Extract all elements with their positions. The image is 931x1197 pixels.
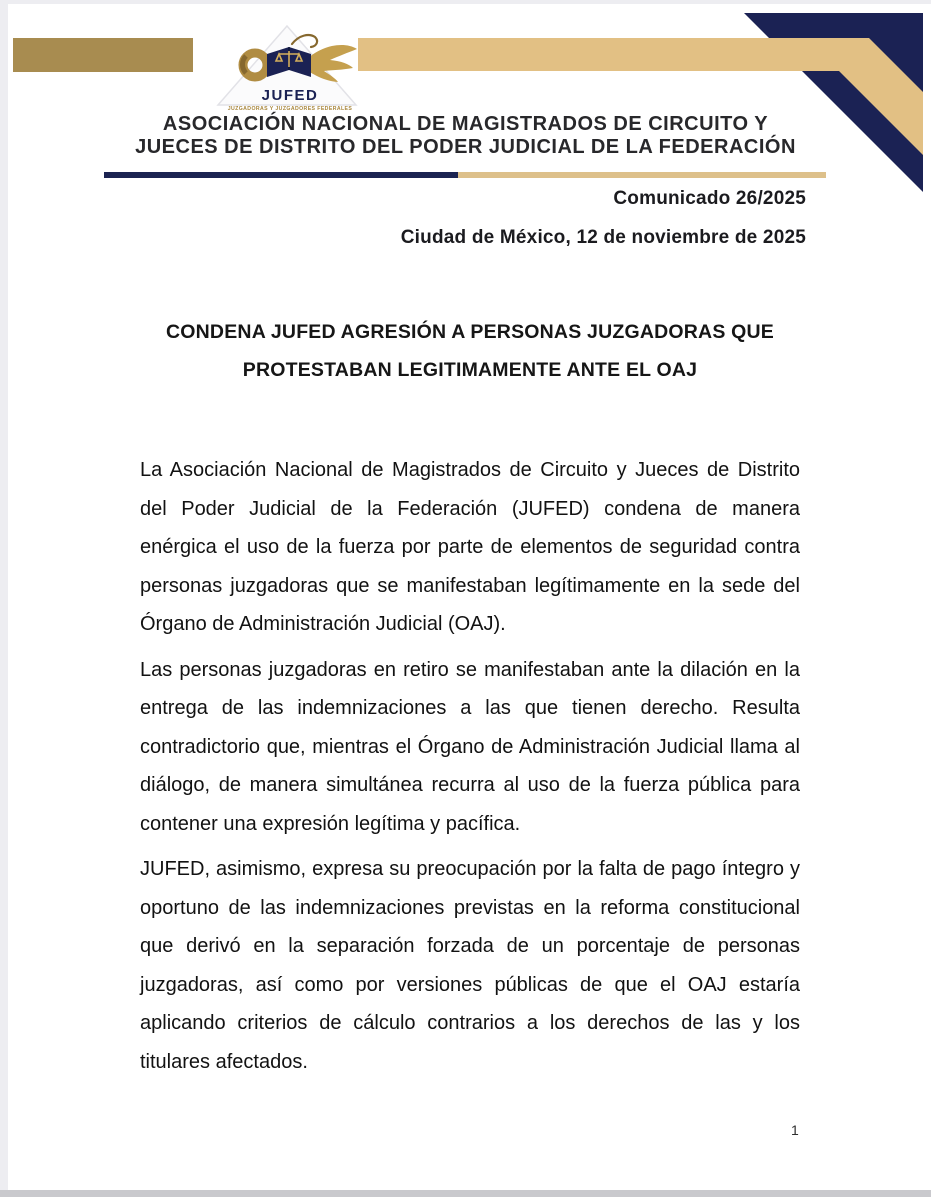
document-title-line1: CONDENA JUFED AGRESIÓN A PERSONAS JUZGADORAS QUE — [165, 321, 775, 343]
logo-acronym: JUFED — [261, 87, 319, 104]
paragraph-2: Las personas juzgadoras en retiro se manifestaban ante la dilación en la entrega de las indemnizaciones a las que tienen derecho. Resulta contradictorio que, mientras el Órgano de Administración Judicial llama al diálogo, de manera simultánea recurra al uso de la fuerza pública para contener una expresión legítima y pacífica. — [140, 658, 800, 835]
org-name-line2: JUECES DE DISTRITO DEL PODER JUDICIAL DE LA FEDERACIÓN — [135, 136, 796, 158]
divider-navy — [104, 172, 458, 178]
jufed-logo — [218, 26, 357, 112]
logo-caption: JUZGADORAS Y JUZGADORES FEDERALES — [227, 106, 353, 112]
page-number: 1 — [791, 1122, 799, 1138]
document-body — [140, 451, 800, 1088]
divider-tan — [458, 172, 826, 178]
org-name-line1: ASOCIACIÓN NACIONAL DE MAGISTRADOS DE CIRCUITO Y — [162, 113, 769, 135]
paragraph-3: JUFED, asimismo, expresa su preocupación por la falta de pago íntegro y oportuno de las indemnizaciones previstas en la reforma constitucional que derivó en la separación forzada de un porcentaje de personas juzgadoras, así como por versiones públicas de que el OAJ estaría aplicando criterios de cálculo contrarios a los derechos de las y los titulares afectados. — [140, 858, 800, 1073]
org-name — [8, 113, 923, 159]
gold-bar-left — [13, 38, 193, 72]
document-title-line2: PROTESTABAN LEGITIMAMENTE ANTE EL OAJ — [242, 359, 698, 381]
tan-bar — [358, 38, 862, 71]
document-title — [140, 313, 800, 389]
scan-margin-bottom — [0, 1190, 931, 1197]
paragraph-1: La Asociación Nacional de Magistrados de Circuito y Jueces de Distrito del Poder Judicial de la Federación (JUFED) condena de manera enérgica el uso de la fuerza por parte de elementos de seguridad contra personas juzgadoras que se manifestaban legítimamente en la sede del Órgano de Administración Judicial (OAJ). — [140, 459, 800, 635]
page — [8, 4, 923, 1190]
comunicado-number: Comunicado 26/2025 — [613, 188, 806, 209]
dateline: Ciudad de México, 12 de noviembre de 2025 — [400, 227, 806, 248]
scan-margin-left — [0, 0, 8, 1190]
